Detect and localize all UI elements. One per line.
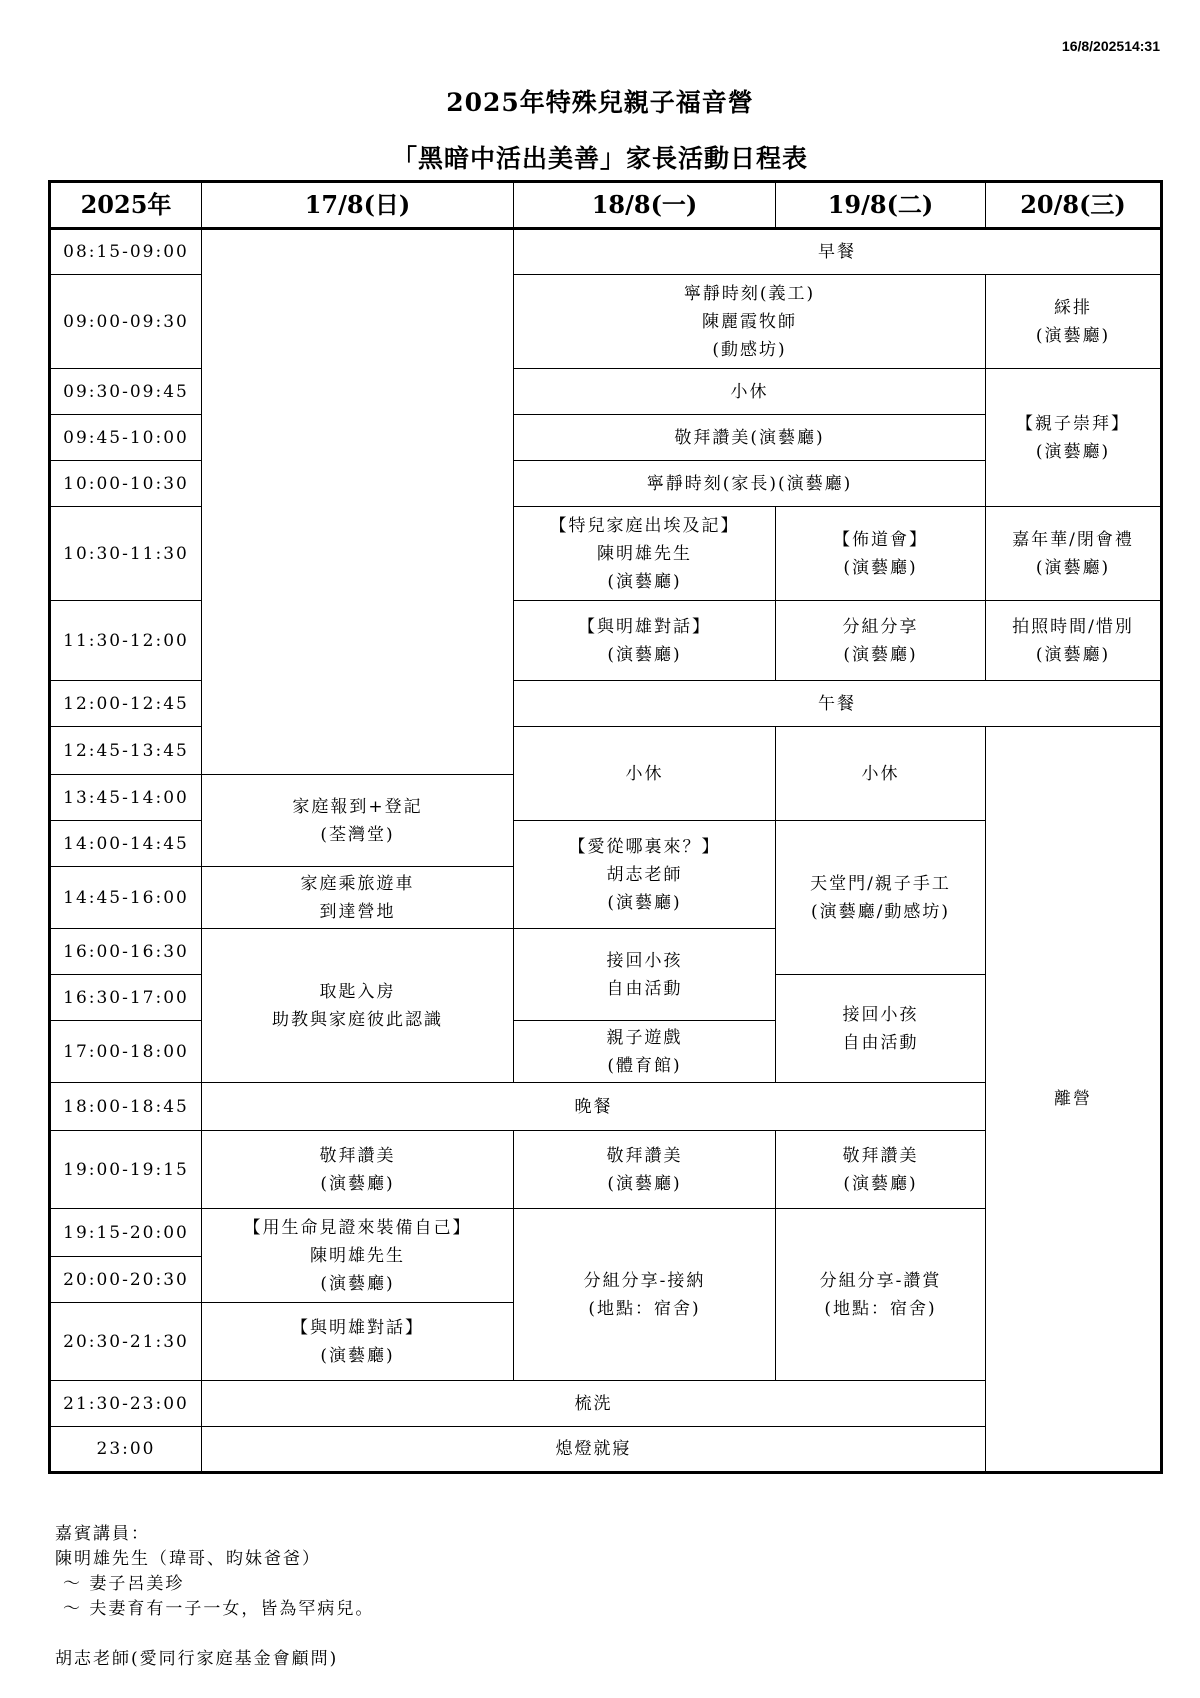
cell-wash: 梳洗 bbox=[202, 1381, 986, 1427]
header-day-19: 19/8(二) bbox=[776, 182, 986, 229]
notes-wife: ～ 妻子呂美珍 bbox=[63, 1574, 185, 1594]
time-slot: 19:00-19:15 bbox=[50, 1131, 202, 1209]
empty-cell-17-morning bbox=[202, 229, 514, 775]
cell-line: (演藝廳) bbox=[320, 1345, 395, 1366]
notes-speaker: 陳明雄先生（瑋哥、昀妹爸爸） bbox=[55, 1549, 321, 1569]
cell-line: 【愛從哪裏來？】 bbox=[568, 836, 721, 857]
cell-group-praise bbox=[776, 1209, 986, 1381]
time-slot: 08:15-09:00 bbox=[50, 229, 202, 275]
cell-line: (演藝廳) bbox=[843, 644, 918, 665]
cell-line: 分組分享 bbox=[842, 616, 919, 637]
cell-line: 接回小孩 bbox=[606, 950, 683, 971]
cell-line: (演藝廳) bbox=[320, 1173, 395, 1194]
cell-group-share bbox=[776, 601, 986, 681]
cell-line: (演藝廳) bbox=[1035, 441, 1111, 462]
notes-spacer bbox=[55, 1622, 374, 1647]
cell-rehearsal bbox=[986, 275, 1162, 369]
cell-line: 敬拜讚美 bbox=[842, 1145, 919, 1166]
cell-keys bbox=[202, 929, 514, 1083]
time-slot: 10:00-10:30 bbox=[50, 461, 202, 507]
header-year: 2025年 bbox=[50, 182, 202, 229]
schedule-table bbox=[48, 180, 1163, 1474]
cell-sermon bbox=[776, 507, 986, 601]
time-slot: 10:30-11:30 bbox=[50, 507, 202, 601]
speaker-notes bbox=[55, 1522, 374, 1672]
cell-line: 到達營地 bbox=[319, 901, 396, 922]
cell-worship bbox=[202, 1131, 514, 1209]
time-slot: 16:00-16:30 bbox=[50, 929, 202, 975]
time-slot: 09:45-10:00 bbox=[50, 415, 202, 461]
cell-line: 接回小孩 bbox=[842, 1004, 919, 1025]
cell-line: 自由活動 bbox=[842, 1032, 919, 1053]
cell-line: 敬拜讚美 bbox=[319, 1145, 396, 1166]
cell-line: 【佈道會】 bbox=[833, 529, 928, 550]
cell-group-accept bbox=[514, 1209, 776, 1381]
cell-quiet-parents: 寧靜時刻(家長)(演藝廳) bbox=[514, 461, 986, 507]
print-timestamp: 16/8/202514:31 bbox=[1061, 38, 1160, 54]
cell-break: 小休 bbox=[514, 727, 776, 821]
time-slot: 13:45-14:00 bbox=[50, 775, 202, 821]
time-slot: 12:00-12:45 bbox=[50, 681, 202, 727]
cell-line: 寧靜時刻(義工) bbox=[683, 283, 816, 304]
notes-children: ～ 夫妻育有一子一女，皆為罕病兒。 bbox=[63, 1599, 375, 1619]
cell-line: 陳麗霞牧師 bbox=[702, 311, 797, 332]
cell-lunch: 午餐 bbox=[514, 681, 1162, 727]
cell-line: 助教與家庭彼此認識 bbox=[272, 1009, 443, 1030]
cell-line: 陳明雄先生 bbox=[597, 543, 692, 564]
cell-break: 小休 bbox=[776, 727, 986, 821]
cell-line: 分組分享-讚賞 bbox=[819, 1270, 942, 1291]
cell-line: (荃灣堂) bbox=[320, 824, 395, 845]
time-slot: 14:00-14:45 bbox=[50, 821, 202, 867]
time-slot: 20:30-21:30 bbox=[50, 1303, 202, 1381]
cell-line: 【與明雄對話】 bbox=[291, 1317, 424, 1338]
time-slot: 21:30-23:00 bbox=[50, 1381, 202, 1427]
cell-dialogue bbox=[514, 601, 776, 681]
page-subtitle: 「黑暗中活出美善」家長活動日程表 bbox=[391, 144, 808, 173]
cell-line: (地點：宿舍) bbox=[588, 1298, 701, 1319]
header-day-18: 18/8(一) bbox=[514, 182, 776, 229]
cell-line: 家庭乘旅遊車 bbox=[300, 873, 415, 894]
cell-lights-out: 熄燈就寢 bbox=[202, 1427, 986, 1473]
cell-line: (地點：宿舍) bbox=[824, 1298, 937, 1319]
time-slot: 20:00-20:30 bbox=[50, 1257, 202, 1303]
cell-line: 天堂門/親子手工 bbox=[810, 873, 951, 894]
page-title: 2025年特殊兒親子福音營 bbox=[446, 88, 754, 117]
time-slot: 09:00-09:30 bbox=[50, 275, 202, 369]
cell-line: 【親子崇拜】 bbox=[1016, 413, 1130, 434]
cell-breakfast: 早餐 bbox=[514, 229, 1162, 275]
cell-line: (演藝廳) bbox=[607, 571, 682, 592]
header-day-20: 20/8(三) bbox=[986, 182, 1162, 229]
cell-games bbox=[514, 1021, 776, 1083]
time-slot: 19:15-20:00 bbox=[50, 1209, 202, 1257]
cell-line: (演藝廳) bbox=[607, 892, 682, 913]
cell-line: (演藝廳/動感坊) bbox=[811, 901, 950, 922]
cell-family-worship bbox=[986, 369, 1162, 507]
cell-line: (動感坊) bbox=[712, 339, 787, 360]
cell-worship bbox=[776, 1131, 986, 1209]
cell-line: 敬拜讚美 bbox=[606, 1145, 683, 1166]
cell-pickup bbox=[776, 975, 986, 1083]
notes-teacher: 胡志老師(愛同行家庭基金會顧問) bbox=[55, 1649, 339, 1669]
cell-line: 親子遊戲 bbox=[606, 1027, 683, 1048]
cell-line: 【與明雄對話】 bbox=[578, 616, 711, 637]
cell-leave-camp: 離營 bbox=[986, 727, 1162, 1473]
cell-pickup bbox=[514, 929, 776, 1021]
time-slot: 09:30-09:45 bbox=[50, 369, 202, 415]
time-slot: 14:45-16:00 bbox=[50, 867, 202, 929]
header-day-17: 17/8(日) bbox=[202, 182, 514, 229]
cell-break: 小休 bbox=[514, 369, 986, 415]
cell-line: (體育館) bbox=[607, 1055, 682, 1076]
cell-photo bbox=[986, 601, 1162, 681]
cell-line: (演藝廳) bbox=[1035, 325, 1111, 346]
cell-line: 胡志老師 bbox=[606, 864, 683, 885]
cell-dialogue bbox=[202, 1303, 514, 1381]
time-slot: 12:45-13:45 bbox=[50, 727, 202, 775]
cell-line: 拍照時間/惜別 bbox=[1012, 616, 1134, 637]
cell-line: 【特兒家庭出埃及記】 bbox=[549, 515, 740, 536]
cell-line: (演藝廳) bbox=[320, 1273, 395, 1294]
cell-line: (演藝廳) bbox=[843, 557, 918, 578]
cell-quiet-volunteer bbox=[514, 275, 986, 369]
time-slot: 16:30-17:00 bbox=[50, 975, 202, 1021]
cell-line: 取匙入房 bbox=[319, 981, 396, 1002]
cell-worship: 敬拜讚美(演藝廳) bbox=[514, 415, 986, 461]
time-slot: 23:00 bbox=[50, 1427, 202, 1473]
time-slot: 11:30-12:00 bbox=[50, 601, 202, 681]
time-slot: 18:00-18:45 bbox=[50, 1083, 202, 1131]
time-slot: 17:00-18:00 bbox=[50, 1021, 202, 1083]
cell-line: 嘉年華/閉會禮 bbox=[1012, 529, 1134, 550]
cell-line: 陳明雄先生 bbox=[310, 1245, 405, 1266]
cell-line: 家庭報到+登記 bbox=[292, 796, 423, 817]
cell-line: (演藝廳) bbox=[843, 1173, 918, 1194]
cell-line: 綵排 bbox=[1054, 297, 1092, 318]
cell-line: 自由活動 bbox=[606, 978, 683, 999]
cell-line: (演藝廳) bbox=[1035, 644, 1111, 665]
cell-worship bbox=[514, 1131, 776, 1209]
cell-witness bbox=[202, 1209, 514, 1303]
cell-carnival bbox=[986, 507, 1162, 601]
header-row bbox=[50, 182, 1162, 229]
cell-bus bbox=[202, 867, 514, 929]
cell-line: (演藝廳) bbox=[607, 644, 682, 665]
cell-exodus bbox=[514, 507, 776, 601]
notes-heading: 嘉賓講員： bbox=[55, 1524, 150, 1544]
cell-line: (演藝廳) bbox=[1035, 557, 1111, 578]
cell-line: 分組分享-接納 bbox=[583, 1270, 706, 1291]
cell-line: (演藝廳) bbox=[607, 1173, 682, 1194]
cell-dinner: 晚餐 bbox=[202, 1083, 986, 1131]
cell-checkin bbox=[202, 775, 514, 867]
cell-line: 【用生命見證來裝備自己】 bbox=[243, 1217, 472, 1238]
cell-love-from bbox=[514, 821, 776, 929]
cell-heaven-gate bbox=[776, 821, 986, 975]
